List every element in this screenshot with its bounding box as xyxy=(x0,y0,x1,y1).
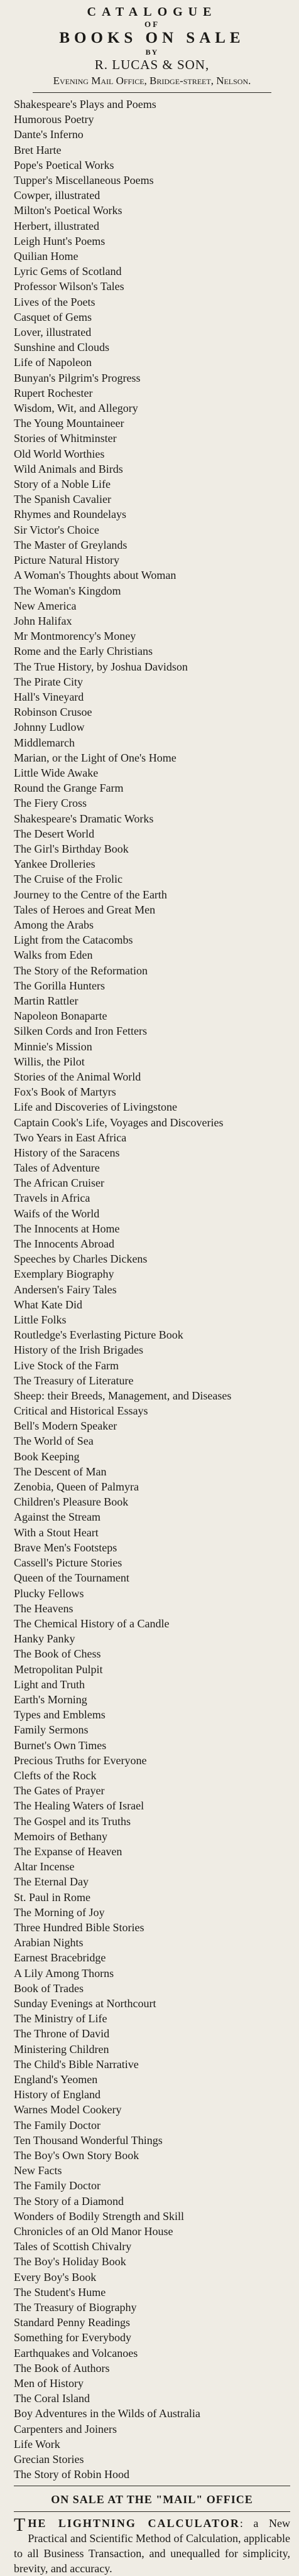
book-title: Book Keeping xyxy=(14,1450,80,1463)
book-title: The Coral Island xyxy=(14,2392,90,2405)
book-title: Bunyan's Pilgrim's Progress xyxy=(14,371,141,384)
book-title: Lives of the Poets xyxy=(14,295,95,308)
book-title: The Cruise of the Frolic xyxy=(14,873,122,886)
book-title: The Gorilla Hunters xyxy=(14,979,105,992)
book-title: Life and Discoveries of Livingstone xyxy=(14,1101,177,1114)
book-title: Rupert Rochester xyxy=(14,386,93,399)
book-title: The Child's Bible Narrative xyxy=(14,2057,139,2071)
book-title: History of the Saracens xyxy=(14,1146,120,1159)
book-title: Against the Stream xyxy=(14,1511,101,1524)
book-title: Ten Thousand Wonderful Things xyxy=(14,2133,163,2147)
book-title: The Healing Waters of Israel xyxy=(14,1799,144,1813)
by-label: BY xyxy=(145,48,159,57)
book-title: Among the Arabs xyxy=(14,918,94,931)
book-title: Sir Victor's Choice xyxy=(14,523,99,536)
firm-name: R. LUCAS & SON, xyxy=(94,57,210,72)
book-title: Bell's Modern Speaker xyxy=(14,1420,117,1433)
book-title: The Innocents at Home xyxy=(14,1222,120,1235)
book-title: Types and Emblems xyxy=(14,1708,106,1722)
book-title: Tales of Adventure xyxy=(14,1161,100,1175)
sale-note: ON SALE AT THE "MAIL" OFFICE xyxy=(51,2493,253,2506)
calculator-advert xyxy=(14,2516,290,2576)
book-title: Family Sermons xyxy=(14,1723,89,1737)
book-title: Clefts of the Rock xyxy=(14,1769,97,1782)
book-title: Little Wide Awake xyxy=(14,766,99,779)
book-title: New Facts xyxy=(14,2164,62,2177)
book-title: Carpenters and Joiners xyxy=(14,2422,117,2435)
book-title: Something for Everybody xyxy=(14,2331,131,2344)
book-title: Silken Cords and Iron Fetters xyxy=(14,1025,147,1038)
book-title: The Boy's Own Story Book xyxy=(14,2149,139,2162)
book-title: Rhymes and Roundelays xyxy=(14,508,126,521)
book-title: Old World Worthies xyxy=(14,447,105,460)
books-on-sale-heading: BOOKS ON SALE xyxy=(59,30,245,46)
book-title: The Student's Hume xyxy=(14,2285,106,2298)
book-title: Stories of the Animal World xyxy=(14,1070,141,1083)
book-title: England's Yeomen xyxy=(14,2073,98,2086)
book-title: Exemplary Biography xyxy=(14,1268,114,1281)
book-title: The Gospel and its Truths xyxy=(14,1814,131,1828)
book-title: Light and Truth xyxy=(14,1678,85,1691)
book-title: Earnest Bracebridge xyxy=(14,1951,106,1964)
book-title: The True History, by Joshua Davidson xyxy=(14,660,188,673)
book-title: Quilian Home xyxy=(14,250,79,263)
book-title: The Family Doctor xyxy=(14,2118,101,2131)
book-title: Wild Animals and Birds xyxy=(14,462,123,475)
book-title: Cowper, illustrated xyxy=(14,189,101,202)
book-title: Cassell's Picture Stories xyxy=(14,1556,122,1570)
book-title: Johnny Ludlow xyxy=(14,721,85,734)
book-title: Minnie's Mission xyxy=(14,1040,92,1053)
book-title: Middlemarch xyxy=(14,736,75,749)
book-title: Tales of Scottish Chivalry xyxy=(14,2240,132,2253)
book-title: The Chemical History of a Candle xyxy=(14,1617,170,1630)
book-title: The Woman's Kingdom xyxy=(14,584,121,597)
book-title: Life Work xyxy=(14,2437,60,2450)
book-title: Fox's Book of Martyrs xyxy=(14,1086,116,1099)
book-title: With a Stout Heart xyxy=(14,1526,99,1539)
book-title: Metropolitan Pulpit xyxy=(14,1663,103,1676)
book-title: Children's Pleasure Book xyxy=(14,1495,129,1509)
book-title: The African Cruiser xyxy=(14,1177,104,1190)
book-title: Humorous Poetry xyxy=(14,113,94,126)
book-title: Grecian Stories xyxy=(14,2453,84,2466)
book-title: The Pirate City xyxy=(14,675,83,688)
book-title: Mr Montmorency's Money xyxy=(14,630,136,643)
book-title: The Book of Chess xyxy=(14,1647,101,1661)
book-title: Travels in Africa xyxy=(14,1192,90,1205)
book-title: The Story of the Reformation xyxy=(14,964,148,977)
header-rule xyxy=(33,92,271,93)
of-label: OF xyxy=(144,19,160,29)
book-title: John Halifax xyxy=(14,614,72,627)
book-title: Arabian Nights xyxy=(14,1936,84,1949)
book-title: Robinson Crusoe xyxy=(14,706,92,719)
book-title: Burnet's Own Times xyxy=(14,1738,107,1752)
book-title: Marian, or the Light of One's Home xyxy=(14,751,177,764)
book-title: Memoirs of Bethany xyxy=(14,1830,107,1843)
book-title: Hanky Panky xyxy=(14,1632,75,1646)
book-title: Life of Napoleon xyxy=(14,356,92,369)
book-title: The Boy's Holiday Book xyxy=(14,2255,126,2268)
book-title: Brave Men's Footsteps xyxy=(14,1541,117,1554)
book-title: The Fiery Cross xyxy=(14,797,87,810)
book-list xyxy=(14,97,290,2482)
book-title: Lyric Gems of Scotland xyxy=(14,265,122,278)
book-title: Speeches by Charles Dickens xyxy=(14,1253,148,1266)
book-title: History of England xyxy=(14,2088,101,2101)
book-title: Standard Penny Readings xyxy=(14,2316,130,2329)
book-title: Lover, illustrated xyxy=(14,326,92,339)
book-title: The Treasury of Biography xyxy=(14,2301,137,2314)
book-title: Ministering Children xyxy=(14,2042,109,2056)
book-title: Stories of Whitminster xyxy=(14,432,117,445)
book-title: The Spanish Cavalier xyxy=(14,493,111,506)
book-title: Every Boy's Book xyxy=(14,2270,97,2283)
book-title: Willis, the Pilot xyxy=(14,1055,85,1068)
book-title: The World of Sea xyxy=(14,1435,94,1448)
book-title: Little Folks xyxy=(14,1313,67,1327)
book-title: Wisdom, Wit, and Allegory xyxy=(14,402,138,415)
book-title: Live Stock of the Farm xyxy=(14,1359,119,1372)
book-title: History of the Irish Brigades xyxy=(14,1344,143,1357)
book-title: The Desert World xyxy=(14,827,95,840)
book-title: Precious Truths for Everyone xyxy=(14,1754,147,1767)
book-title: Light from the Catacombs xyxy=(14,934,133,947)
book-title: Earth's Morning xyxy=(14,1693,87,1706)
book-title: Critical and Historical Essays xyxy=(14,1404,148,1418)
book-title: Hall's Vineyard xyxy=(14,690,84,703)
advert-lead: HE LIGHTNING CALCULATOR xyxy=(28,2517,240,2530)
book-title: Three Hundred Bible Stories xyxy=(14,1921,144,1934)
book-title: Queen of the Tournament xyxy=(14,1571,129,1585)
book-title: The Innocents Abroad xyxy=(14,1237,114,1251)
book-title: Story of a Noble Life xyxy=(14,478,111,491)
book-title: Journey to the Centre of the Earth xyxy=(14,888,167,901)
book-title: Bret Harte xyxy=(14,143,62,156)
book-title: Round the Grange Farm xyxy=(14,782,124,795)
book-title: The Descent of Man xyxy=(14,1465,107,1478)
book-title: The Story of Robin Hood xyxy=(14,2468,129,2481)
book-title: A Woman's Thoughts about Woman xyxy=(14,569,177,582)
office-address: Evening Mail Office, Bridge-street, Nelson. xyxy=(53,75,251,87)
book-title: Napoleon Bonaparte xyxy=(14,1010,107,1023)
book-title: The Story of a Diamond xyxy=(14,2194,124,2207)
book-title: Leigh Hunt's Poems xyxy=(14,234,106,247)
book-title: Warnes Model Cookery xyxy=(14,2103,122,2116)
book-title: Sunshine and Clouds xyxy=(14,341,110,354)
catalogue-title: CATALOGUE xyxy=(87,5,217,19)
catalogue-header xyxy=(14,0,290,93)
book-title: Zenobia, Queen of Palmyra xyxy=(14,1480,139,1494)
advert-drop-cap: T xyxy=(14,2514,26,2536)
book-title: Professor Wilson's Tales xyxy=(14,280,124,293)
book-title: The Heavens xyxy=(14,1602,73,1615)
advert-body: : a New Practical and Scientific Method of Calculation, applicable to all Business Transaction, and unequalled for simplicity, brevity, and accuracy. xyxy=(14,2517,290,2575)
book-title: Book of Trades xyxy=(14,1981,84,1995)
book-title: Andersen's Fairy Tales xyxy=(14,1283,117,1296)
book-title: Routledge's Everlasting Picture Book xyxy=(14,1328,183,1342)
book-title: A Lily Among Thorns xyxy=(14,1966,114,1980)
book-title: Herbert, illustrated xyxy=(14,219,99,232)
book-title: Altar Incense xyxy=(14,1860,75,1873)
book-title: Men of History xyxy=(14,2377,84,2390)
book-title: Boy Adventures in the Wilds of Australia xyxy=(14,2407,200,2420)
book-title: The Morning of Joy xyxy=(14,1905,105,1919)
book-title: Martin Rattler xyxy=(14,994,79,1007)
book-title: The Young Mountaineer xyxy=(14,417,124,430)
book-title: Dante's Inferno xyxy=(14,128,84,141)
book-title: Milton's Poetical Works xyxy=(14,204,122,217)
book-title: Waifs of the World xyxy=(14,1207,100,1220)
book-title: What Kate Did xyxy=(14,1298,82,1311)
book-title: The Throne of David xyxy=(14,2027,110,2040)
book-title: Casquet of Gems xyxy=(14,310,92,323)
book-title: Tupper's Miscellaneous Poems xyxy=(14,174,154,187)
book-title: New America xyxy=(14,599,77,612)
book-title: Chronicles of an Old Manor House xyxy=(14,2225,173,2238)
book-title: Earthquakes and Volcanoes xyxy=(14,2346,138,2359)
book-title: Rome and the Early Christians xyxy=(14,645,153,658)
book-title: Plucky Fellows xyxy=(14,1587,84,1600)
book-title: Pope's Poetical Works xyxy=(14,158,114,171)
book-title: The Girl's Birthday Book xyxy=(14,842,129,855)
book-title: The Ministry of Life xyxy=(14,2012,107,2025)
book-title: Captain Cook's Life, Voyages and Discoveries xyxy=(14,1116,224,1129)
book-title: Shakespeare's Plays and Poems xyxy=(14,98,156,110)
book-title: The Book of Authors xyxy=(14,2361,110,2374)
book-title: The Treasury of Literature xyxy=(14,1374,134,1387)
book-title: St. Paul in Rome xyxy=(14,1890,91,1904)
book-title: The Master of Greylands xyxy=(14,538,128,551)
book-title: Shakespeare's Dramatic Works xyxy=(14,812,154,825)
book-title: Two Years in East Africa xyxy=(14,1131,127,1144)
book-title: Wonders of Bodily Strength and Skill xyxy=(14,2209,185,2223)
advert-rule xyxy=(14,2511,290,2512)
book-title: The Family Doctor xyxy=(14,2179,101,2192)
book-title: The Expanse of Heaven xyxy=(14,1845,122,1858)
book-title: Picture Natural History xyxy=(14,554,119,567)
book-title: Sunday Evenings at Northcourt xyxy=(14,1997,156,2010)
book-title: Sheep: their Breeds, Management, and Diseases xyxy=(14,1389,232,1403)
book-title: Tales of Heroes and Great Men xyxy=(14,903,156,916)
book-title: Walks from Eden xyxy=(14,949,93,962)
book-title: The Gates of Prayer xyxy=(14,1784,105,1797)
book-title: Yankee Drolleries xyxy=(14,858,95,871)
book-title: The Eternal Day xyxy=(14,1875,89,1889)
